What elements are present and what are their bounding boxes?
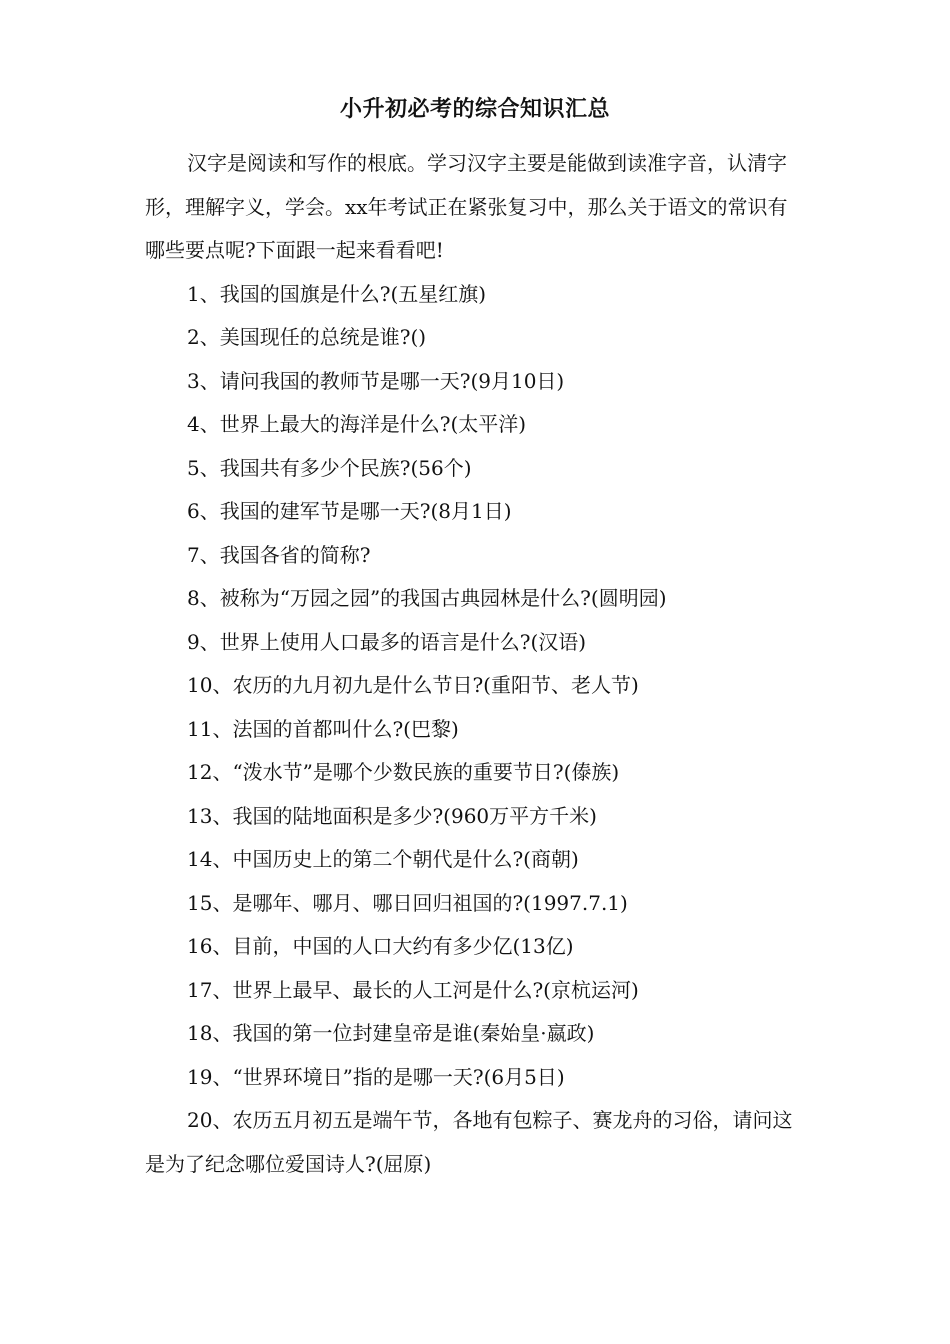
question-item: 6、我国的建军节是哪一天?(8月1日): [187, 499, 512, 523]
question-item: 7、我国各省的简称?: [187, 542, 371, 567]
intro-paragraph: 汉字是阅读和写作的根底。学习汉字主要是能做到读准字音，认清字形，理解字义，学会。xx年考试正在紧张复习中，那么关于语文的常识有哪些要点呢?下面跟一起来看看吧!: [145, 151, 788, 262]
question-list: [145, 273, 805, 1100]
question-item: 10、农历的九月初九是什么节日?(重阳节、老人节): [187, 673, 639, 697]
question-item: 18、我国的第一位封建皇帝是谁(秦始皇·嬴政): [187, 1021, 595, 1045]
document-title: 小升初必考的综合知识汇总: [339, 96, 610, 122]
question-item: 1、我国的国旗是什么?(五星红旗): [187, 281, 487, 306]
question-item: 11、法国的首都叫什么?(巴黎): [187, 716, 459, 741]
question-item: 9、世界上使用人口最多的语言是什么?(汉语): [187, 629, 587, 654]
question-item: 14、中国历史上的第二个朝代是什么?(商朝): [187, 847, 579, 871]
question-item: 3、请问我国的教师节是哪一天?(9月10日): [187, 368, 565, 393]
question-item: 16、目前，中国的人口大约有多少亿(13亿): [187, 934, 574, 958]
final-question-paragraph: 20、农历五月初五是端午节，各地有包粽子、赛龙舟的习俗，请问这是为了纪念哪位爱国诗人?(屈原): [145, 1108, 793, 1176]
question-item: 4、世界上最大的海洋是什么?(太平洋): [187, 412, 527, 436]
question-item: 8、被称为“万园之园”的我国古典园林是什么?(圆明园): [187, 586, 667, 610]
question-item: 2、美国现任的总统是谁?(): [187, 325, 427, 349]
question-item: 12、“泼水节”是哪个少数民族的重要节日?(傣族): [187, 760, 620, 784]
question-item: 5、我国共有多少个民族?(56个): [187, 455, 472, 480]
question-item: 13、我国的陆地面积是多少?(960万平方千米): [187, 803, 597, 828]
question-item: 17、世界上最早、最长的人工河是什么?(京杭运河): [187, 977, 639, 1002]
question-item: 19、“世界环境日”指的是哪一天?(6月5日): [187, 1064, 565, 1089]
question-item: 15、是哪年、哪月、哪日回归祖国的?(1997.7.1): [187, 890, 628, 915]
document-body: [145, 142, 805, 1186]
